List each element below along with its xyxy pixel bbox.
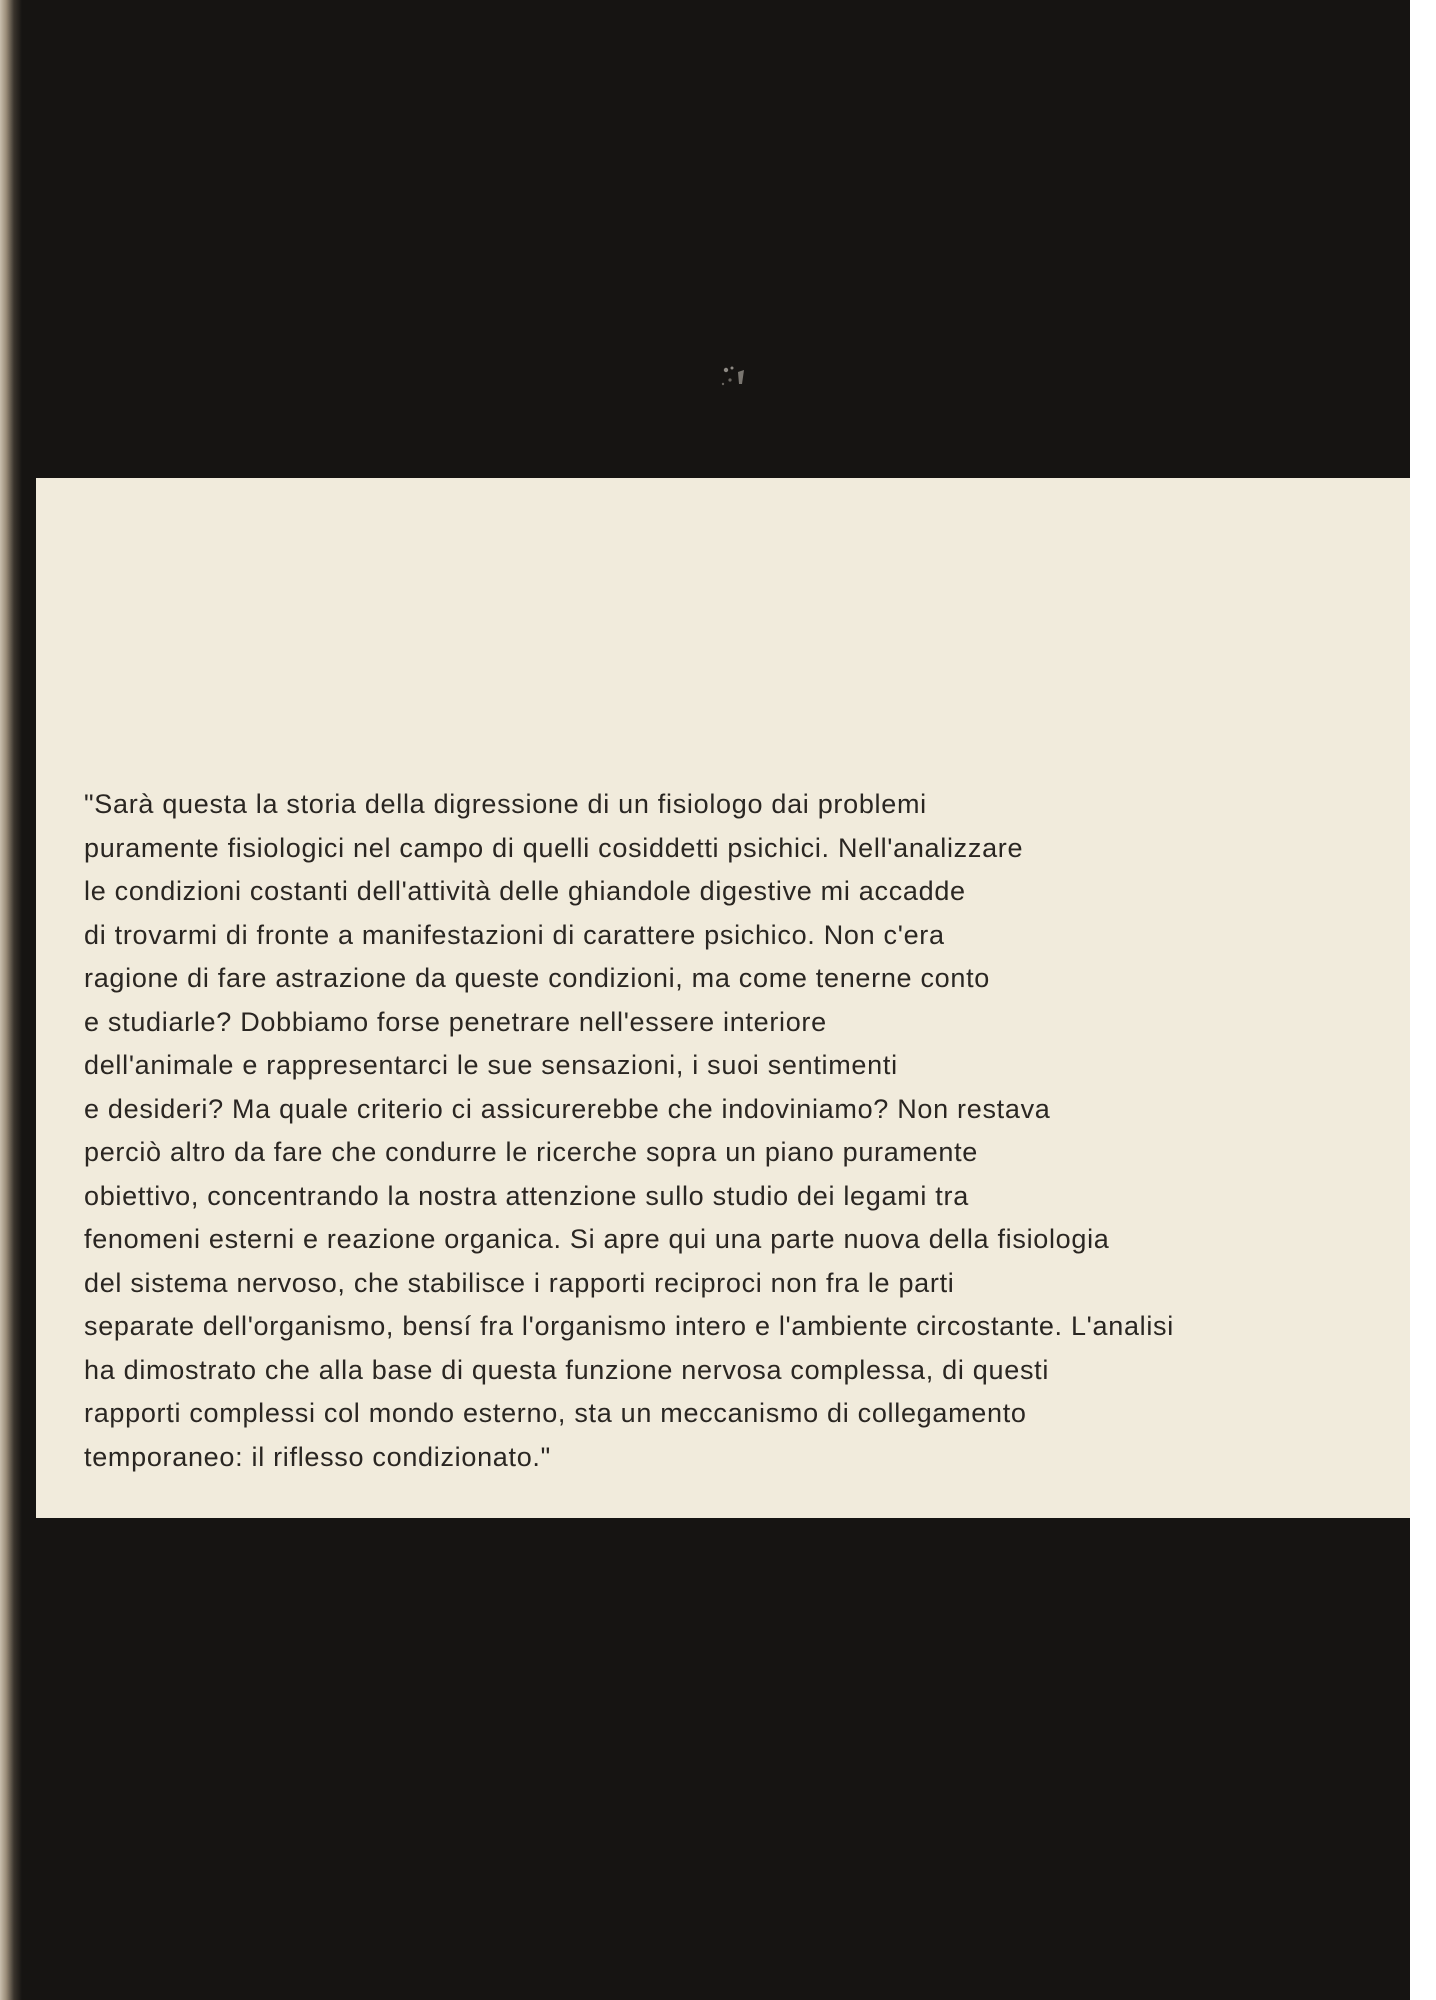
blurb-line: puramente fisiologici nel campo di quelli cosiddetti psichici. Nell'analizzare (84, 832, 1024, 863)
blurb-line: fenomeni esterni e reazione organica. Si apre qui una parte nuova della fisiologia (84, 1224, 1110, 1254)
blurb-line: dell'animale e rappresentarci le sue sensazioni, i suoi sentimenti (84, 1050, 898, 1080)
blurb-line: obiettivo, concentrando la nostra attenzione sullo studio dei legami tra (84, 1180, 969, 1211)
blurb-line: perciò altro da fare che condurre le ricerche sopra un piano puramente (84, 1137, 978, 1167)
print-specks (718, 362, 768, 402)
blurb-line: ha dimostrato che alla base di questa funzione nervosa complessa, di questi (84, 1354, 1050, 1385)
blurb-line: le condizioni costanti dell'attività delle ghiandole digestive mi accadde (84, 876, 966, 906)
blurb-line: e desideri? Ma quale criterio ci assicurerebbe che indoviniamo? Non restava (84, 1093, 1051, 1124)
blurb-line: e studiarle? Dobbiamo forse penetrare nell'essere interiore (84, 1006, 827, 1037)
blurb-line: separate dell'organismo, bensí fra l'organismo intero e l'ambiente circostante. L'analisi (84, 1311, 1174, 1341)
blurb-line: rapporti complessi col mondo esterno, sta un meccanismo di collegamento (84, 1398, 1027, 1428)
blurb-line: di trovarmi di fronte a manifestazioni di carattere psichico. Non c'era (84, 919, 945, 950)
blurb-line: "Sarà questa la storia della digressione di un fisiologo dai problemi (84, 789, 927, 819)
book-spine-edge (0, 0, 22, 2000)
blurb-line: temporaneo: il riflesso condizionato." (84, 1441, 551, 1472)
back-cover-blurb (84, 783, 1384, 1479)
blurb-line: del sistema nervoso, che stabilisce i rapporti reciproci non fra le parti (84, 1267, 955, 1298)
blurb-line: ragione di fare astrazione da queste condizioni, ma come tenerne conto (84, 963, 991, 993)
